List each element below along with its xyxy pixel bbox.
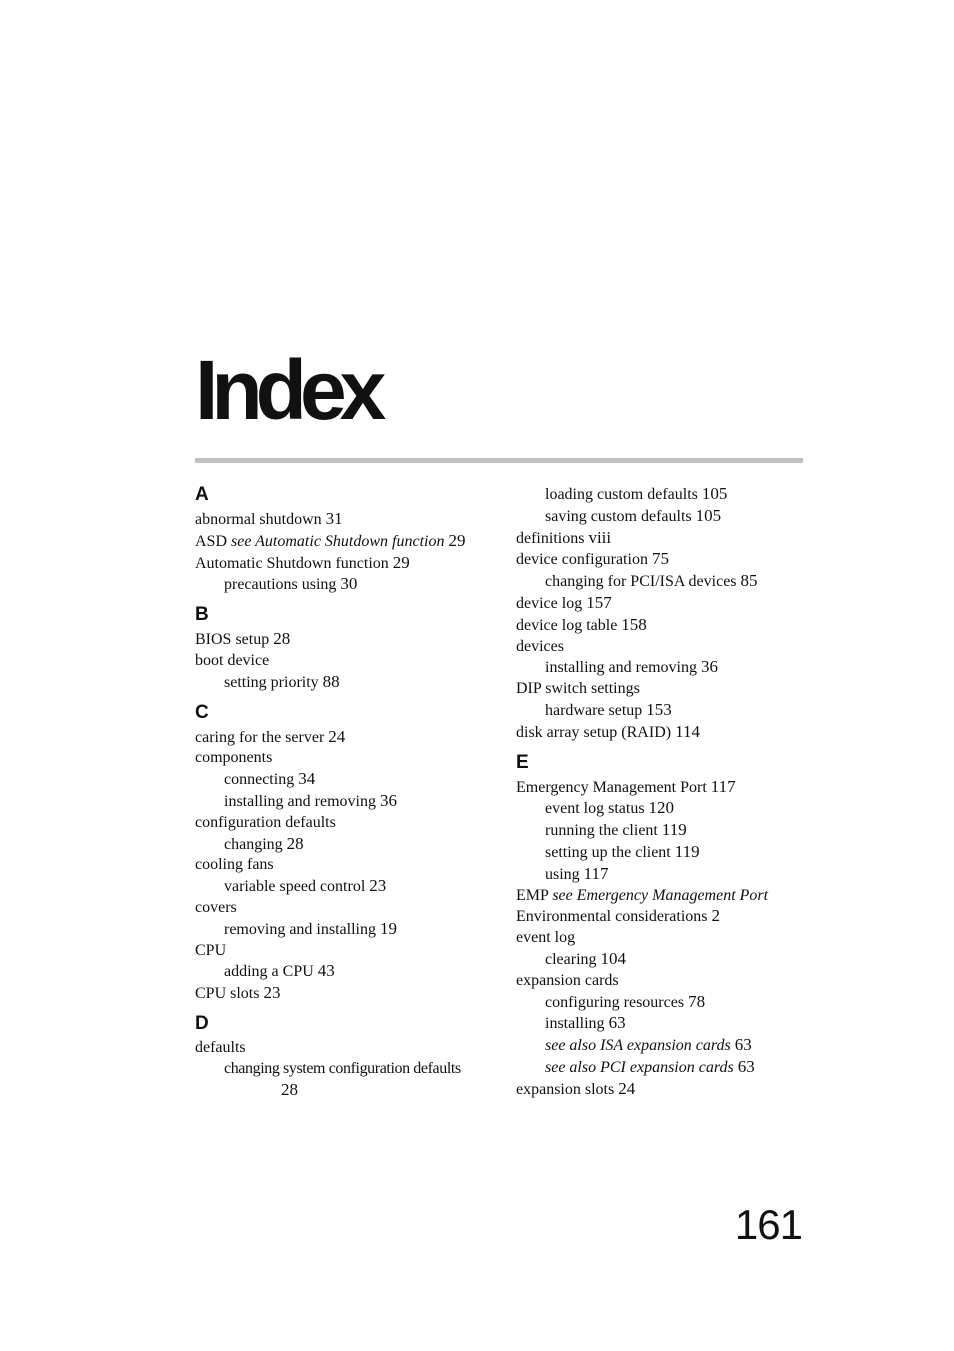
index-entry: caring for the server 24 [195, 726, 346, 746]
section-letter-c: C [195, 701, 209, 723]
index-subentry: clearing 104 [545, 948, 627, 968]
index-entry: expansion slots 24 [516, 1078, 636, 1098]
index-subentry: installing and removing 36 [545, 657, 718, 677]
index-entry: covers [195, 898, 237, 916]
index-entry: Emergency Management Port 117 [516, 776, 736, 796]
index-entry: disk array setup (RAID) 114 [516, 721, 700, 741]
index-entry: cooling fans [195, 856, 274, 874]
index-column-right [516, 484, 816, 1101]
title-divider [195, 458, 803, 463]
index-subentry: connecting 34 [224, 769, 316, 789]
index-entry: device log table 158 [516, 614, 647, 634]
index-subentry: installing 63 [545, 1013, 626, 1033]
index-subentry: installing and removing 36 [224, 790, 397, 810]
page-title: Index [195, 343, 380, 437]
index-entry: ASD see Automatic Shutdown function 29 [195, 530, 466, 550]
index-column-left [195, 484, 485, 1101]
index-entry: defaults [195, 1038, 246, 1056]
index-subentry: hardware setup 153 [545, 699, 672, 719]
index-subentry: event log status 120 [545, 798, 675, 818]
index-subentry: running the client 119 [545, 820, 687, 840]
index-entry: CPU slots 23 [195, 983, 281, 1003]
index-entry: expansion cards [516, 971, 619, 989]
index-subentry: setting up the client 119 [545, 841, 700, 861]
index-entry: EMP see Emergency Management Port [516, 886, 769, 904]
index-entry: BIOS setup 28 [195, 629, 291, 649]
section-letter-b: B [195, 604, 209, 626]
index-cross-reference: see also ISA expansion cards 63 [545, 1035, 752, 1055]
index-subentry: configuring resources 78 [545, 991, 706, 1011]
index-entry: abnormal shutdown 31 [195, 509, 343, 528]
page-number: 161 [734, 1201, 802, 1248]
index-subentry: changing 28 [224, 833, 304, 853]
index-subentry: saving custom defaults 105 [545, 505, 722, 525]
index-subentry: loading custom defaults 105 [545, 484, 728, 503]
index-subentry: adding a CPU 43 [224, 961, 335, 981]
index-entry: CPU [195, 941, 227, 959]
index-subentry: removing and installing 19 [224, 918, 397, 938]
index-entry: components [195, 749, 273, 767]
section-letter-e: E [516, 751, 529, 773]
index-entry: configuration defaults [195, 813, 336, 831]
index-entry: event log [516, 929, 576, 947]
index-subentry: changing for PCI/ISA devices 85 [545, 571, 758, 591]
index-entry: definitions viii [516, 527, 612, 547]
section-letter-a: A [195, 484, 209, 505]
index-subentry: setting priority 88 [224, 671, 340, 691]
index-entry: Environmental considerations 2 [516, 906, 721, 926]
index-subentry: changing system configuration defaults [224, 1059, 461, 1077]
index-entry: devices [516, 637, 564, 655]
index-entry: DIP switch settings [516, 680, 640, 698]
index-entry: boot device [195, 651, 270, 669]
index-entry: device log 157 [516, 592, 612, 612]
index-entry: Automatic Shutdown function 29 [195, 552, 410, 572]
section-letter-d: D [195, 1012, 209, 1034]
index-subentry-page: 28 [281, 1079, 298, 1099]
index-subentry: precautions using 30 [224, 574, 358, 594]
index-subentry: using 117 [545, 863, 609, 883]
index-subentry: variable speed control 23 [224, 876, 387, 896]
index-entry: device configuration 75 [516, 549, 669, 569]
index-cross-reference: see also PCI expansion cards 63 [545, 1056, 755, 1076]
